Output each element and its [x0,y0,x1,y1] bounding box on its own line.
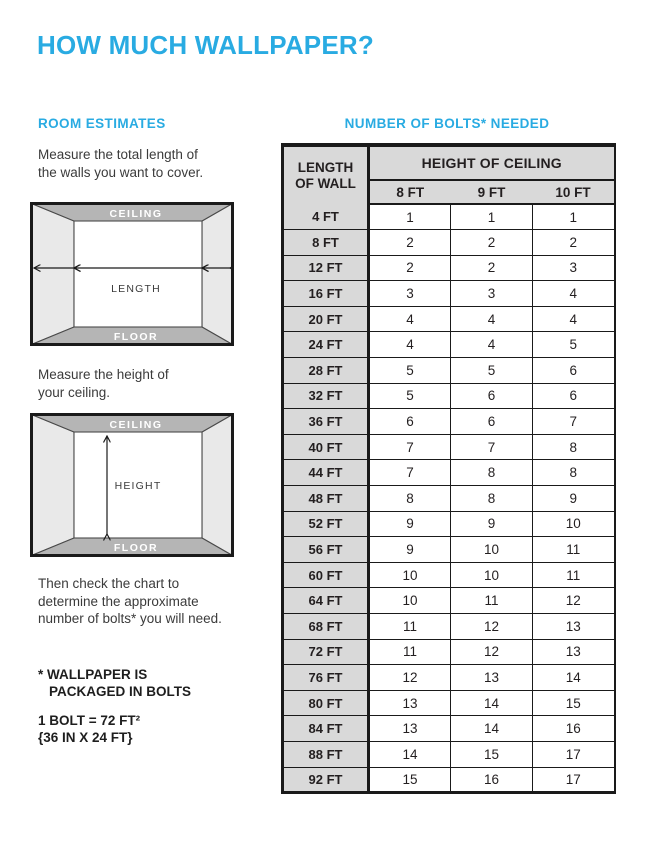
bolts-value-cell: 5 [369,383,451,409]
step3-line: determine the approximate [38,593,199,609]
bolts-value-cell: 9 [451,511,533,537]
table-row [283,486,615,512]
bolts-value-cell: 6 [451,383,533,409]
bolts-value-cell: 9 [533,486,615,512]
col-header-9ft: 9 FT [451,180,533,204]
bolts-value-cell: 6 [451,409,533,435]
wall-length-cell: 16 FT [283,281,369,307]
bolts-value-cell: 1 [369,204,451,230]
floor-label: FLOOR [113,331,159,343]
wall-length-cell: 48 FT [283,486,369,512]
bolts-value-cell: 16 [533,716,615,742]
wall-length-cell: 76 FT [283,665,369,691]
bolts-value-cell: 4 [451,306,533,332]
length-of-wall-header [283,145,369,204]
bolts-value-cell: 14 [451,690,533,716]
bolts-value-cell: 13 [369,716,451,742]
bolts-value-cell: 14 [451,716,533,742]
ceiling-label: CEILING [109,419,163,431]
bolts-value-cell: 15 [533,690,615,716]
table-row [283,562,615,588]
bolts-value-cell: 13 [533,639,615,665]
height-diagram [30,413,234,557]
wall-length-cell: 32 FT [283,383,369,409]
bolts-value-cell: 10 [451,562,533,588]
wall-length-cell: 52 FT [283,511,369,537]
bolts-value-cell: 11 [369,614,451,640]
wall-length-cell: 4 FT [283,204,369,230]
bolts-value-cell: 7 [451,434,533,460]
corner-header-line: LENGTH [297,159,354,175]
bolts-value-cell: 8 [533,434,615,460]
length-label: LENGTH [111,283,161,295]
wallpaper-footnote [38,667,191,700]
bolts-value-cell: 2 [451,255,533,281]
bolts-value-cell: 6 [533,358,615,384]
table-row [283,767,615,793]
table-row [283,716,615,742]
bolt-size-note [38,712,140,746]
bolts-value-cell: 12 [451,639,533,665]
bolts-value-cell: 9 [369,537,451,563]
wall-length-cell: 44 FT [283,460,369,486]
col-header-10ft: 10 FT [533,180,615,204]
bolts-value-cell: 11 [451,588,533,614]
bolts-value-cell: 8 [533,460,615,486]
bolts-value-cell: 4 [369,332,451,358]
step1-line: Measure the total length of [38,147,198,162]
table-row [283,588,615,614]
bolts-value-cell: 10 [369,562,451,588]
bolts-value-cell: 10 [369,588,451,614]
bolts-value-cell: 2 [369,255,451,281]
table-row [283,741,615,767]
bolts-value-cell: 2 [451,230,533,256]
ceiling-label: CEILING [109,208,163,220]
bolts-value-cell: 13 [451,665,533,691]
length-diagram [30,202,234,346]
bolts-value-cell: 7 [369,434,451,460]
wall-length-cell: 40 FT [283,434,369,460]
bolts-value-cell: 12 [369,665,451,691]
step1-text [38,146,203,181]
bolts-value-cell: 3 [451,281,533,307]
height-label: HEIGHT [114,480,162,492]
wall-length-cell: 56 FT [283,537,369,563]
table-row [283,614,615,640]
bolts-value-cell: 9 [369,511,451,537]
wall-length-cell: 84 FT [283,716,369,742]
bolts-value-cell: 13 [533,614,615,640]
bolts-value-cell: 8 [369,486,451,512]
wall-length-cell: 72 FT [283,639,369,665]
bolts-value-cell: 11 [533,537,615,563]
bolts-value-cell: 13 [369,690,451,716]
floor-label: FLOOR [113,542,159,554]
bolts-value-cell: 3 [533,255,615,281]
table-row [283,358,615,384]
bolts-value-cell: 14 [369,741,451,767]
bolts-value-cell: 1 [451,204,533,230]
table-row [283,434,615,460]
bolts-value-cell: 5 [369,358,451,384]
bolts-value-cell: 12 [451,614,533,640]
bolts-value-cell: 2 [369,230,451,256]
table-row [283,639,615,665]
step3-line: number of bolts* you will need. [38,611,222,626]
bolts-value-cell: 4 [533,281,615,307]
table-row [283,409,615,435]
wall-length-cell: 36 FT [283,409,369,435]
bolts-value-cell: 4 [533,306,615,332]
corner-header-line: OF WALL [295,175,356,191]
bolts-value-cell: 12 [533,588,615,614]
wall-length-cell: 8 FT [283,230,369,256]
wall-length-cell: 88 FT [283,741,369,767]
back-wall [74,221,202,327]
table-row [283,306,615,332]
wall-length-cell: 20 FT [283,306,369,332]
bolts-value-cell: 8 [451,486,533,512]
bolts-value-cell: 15 [451,741,533,767]
bolts-table [281,143,616,794]
bolts-value-cell: 7 [369,460,451,486]
bolts-table-body [283,204,615,793]
right-wall [202,204,233,345]
right-wall [202,415,233,556]
table-row [283,537,615,563]
step2-text [38,366,169,401]
step3-line: Then check the chart to [38,576,180,591]
table-row [283,204,615,230]
room-estimates-heading: ROOM ESTIMATES [38,116,166,131]
wall-length-cell: 28 FT [283,358,369,384]
table-row [283,383,615,409]
bolts-value-cell: 17 [533,767,615,793]
bolts-value-cell: 3 [369,281,451,307]
bolts-value-cell: 5 [533,332,615,358]
bolts-value-cell: 11 [533,562,615,588]
wall-length-cell: 12 FT [283,255,369,281]
bolts-value-cell: 16 [451,767,533,793]
bolts-value-cell: 10 [451,537,533,563]
footnote-line: PACKAGED IN BOLTS [49,683,192,699]
footnote-line: * WALLPAPER IS [38,667,148,682]
table-row [283,460,615,486]
bolts-value-cell: 4 [451,332,533,358]
step2-line: your ceiling. [38,384,111,400]
wall-length-cell: 92 FT [283,767,369,793]
left-wall [32,415,75,556]
bolts-value-cell: 1 [533,204,615,230]
wall-length-cell: 64 FT [283,588,369,614]
bolts-value-cell: 11 [369,639,451,665]
table-row [283,255,615,281]
bolts-value-cell: 2 [533,230,615,256]
bolts-value-cell: 4 [369,306,451,332]
bolts-value-cell: 17 [533,741,615,767]
bolts-value-cell: 7 [533,409,615,435]
step3-text [38,575,222,628]
wall-length-cell: 24 FT [283,332,369,358]
bolt-info-line: {36 IN X 24 FT} [38,730,133,745]
page-title: HOW MUCH WALLPAPER? [37,30,374,60]
step1-line: the walls you want to cover. [38,164,204,180]
bolts-value-cell: 5 [451,358,533,384]
table-row [283,511,615,537]
wall-length-cell: 60 FT [283,562,369,588]
col-header-8ft: 8 FT [369,180,451,204]
table-row [283,230,615,256]
bolts-value-cell: 15 [369,767,451,793]
bolts-value-cell: 6 [533,383,615,409]
wall-length-cell: 80 FT [283,690,369,716]
wall-length-cell: 68 FT [283,614,369,640]
step2-line: Measure the height of [38,367,169,382]
bolts-value-cell: 14 [533,665,615,691]
bolt-info-line: 1 BOLT = 72 FT² [38,713,141,728]
bolts-value-cell: 10 [533,511,615,537]
table-row [283,332,615,358]
bolts-value-cell: 8 [451,460,533,486]
table-row [283,665,615,691]
table-row [283,690,615,716]
table-row [283,281,615,307]
left-wall [32,204,75,345]
bolts-value-cell: 6 [369,409,451,435]
height-of-ceiling-header: HEIGHT OF CEILING [369,145,615,180]
bolts-table-heading: NUMBER OF BOLTS* NEEDED [344,116,550,131]
